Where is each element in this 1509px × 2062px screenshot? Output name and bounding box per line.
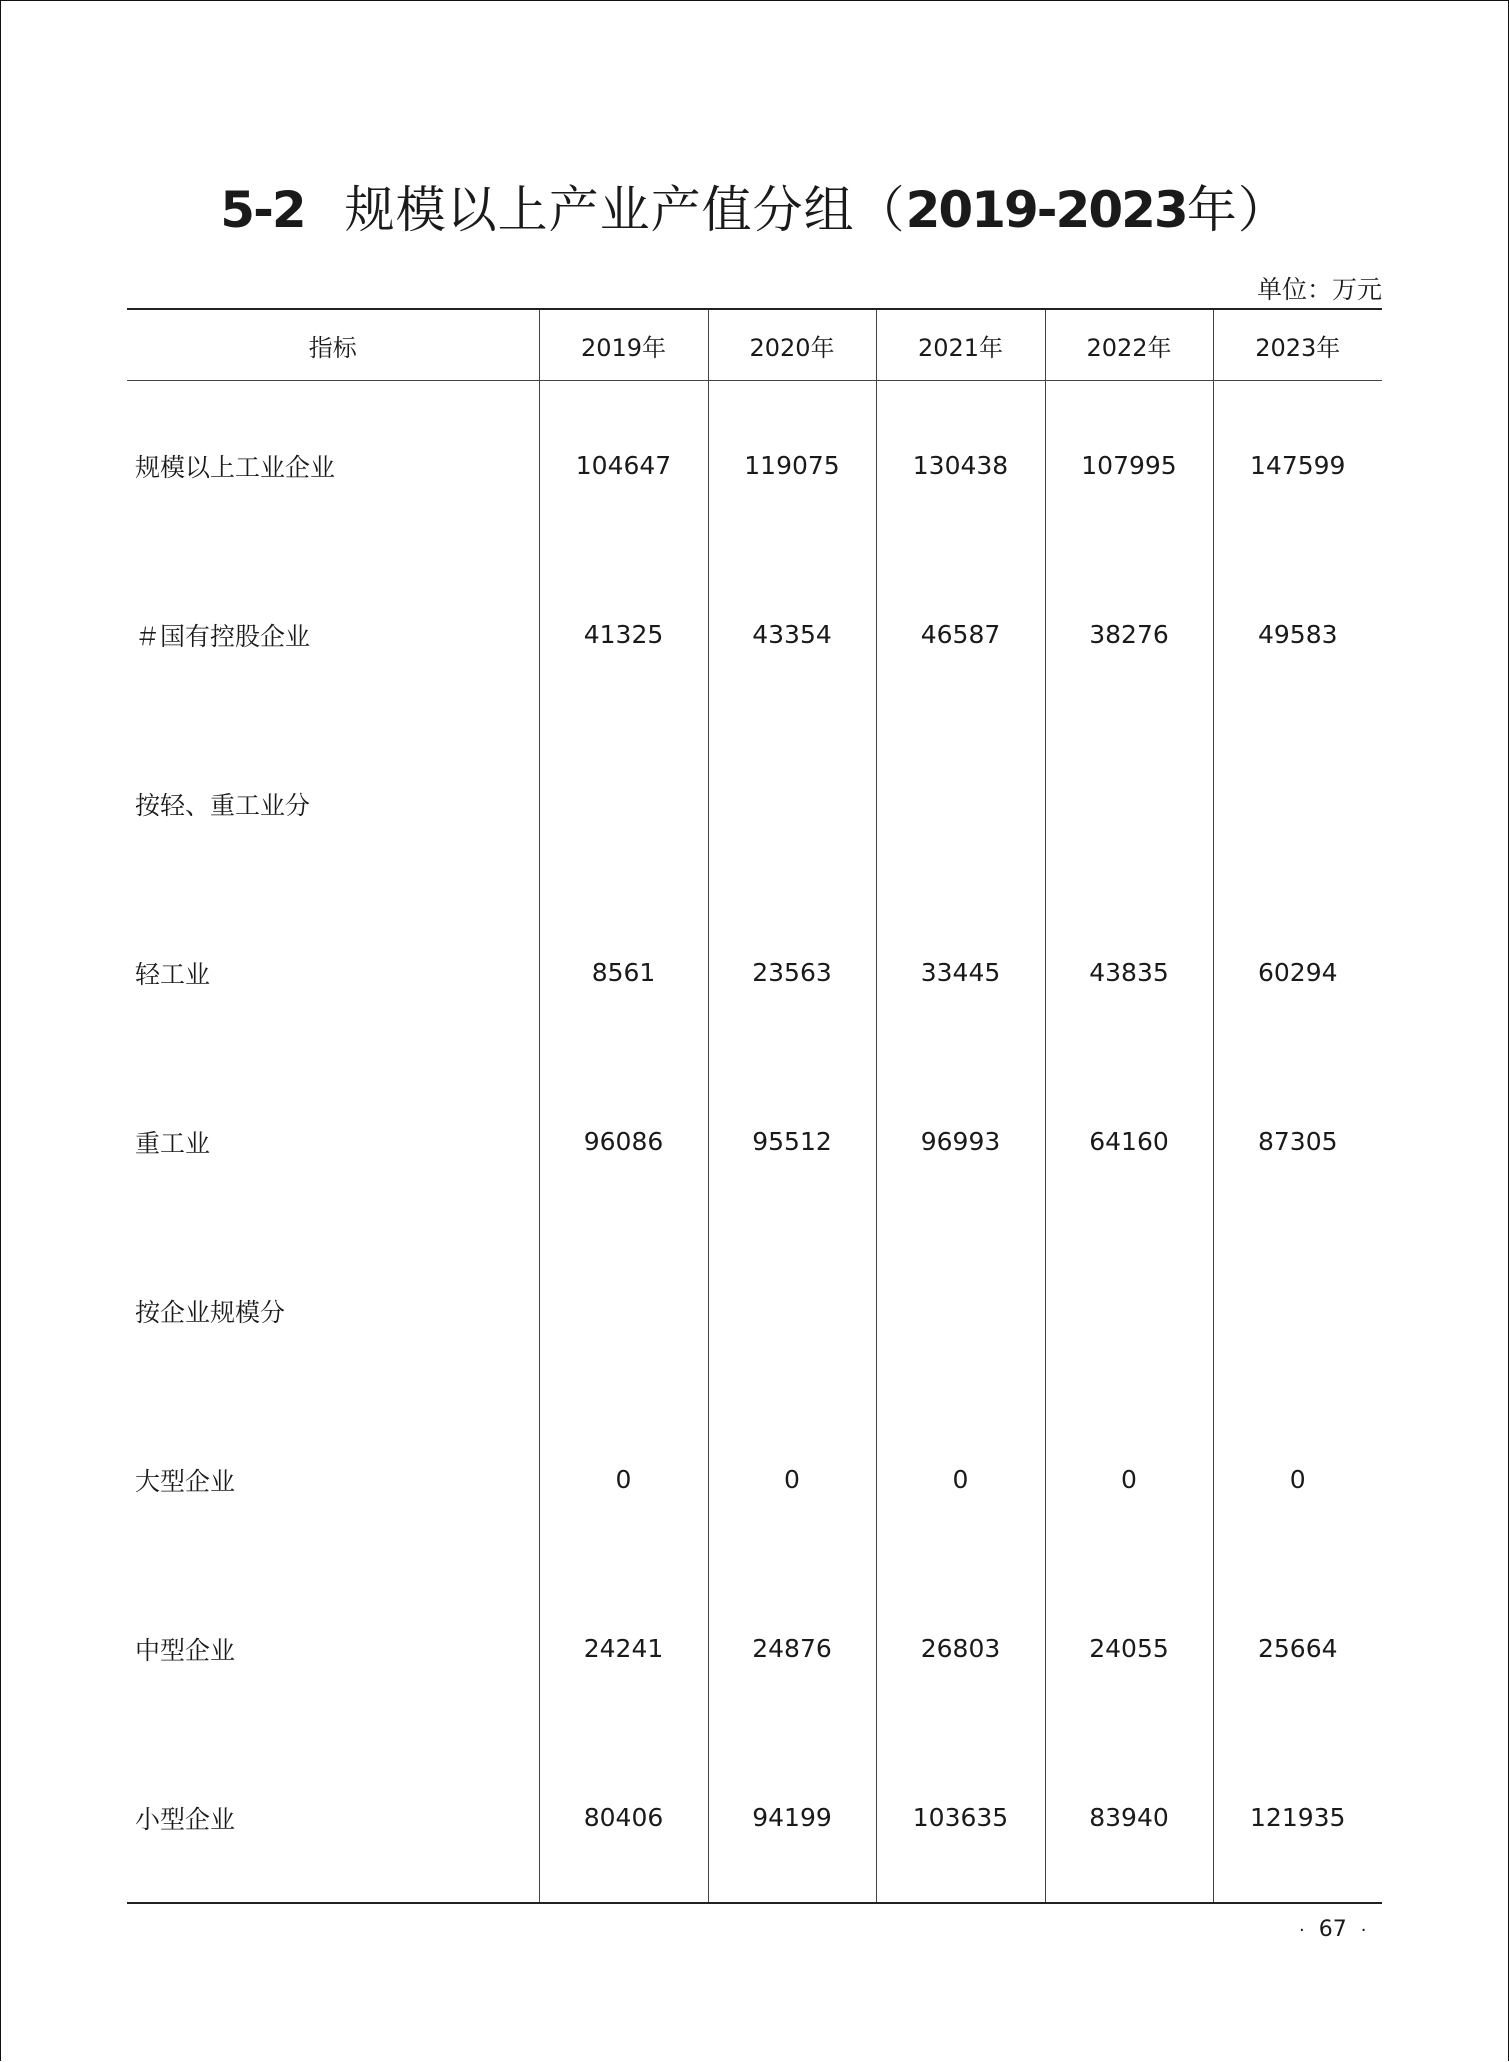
table-row (127, 1395, 1382, 1564)
table-cell: 25664 (1213, 1564, 1382, 1733)
header-2020: 2020年 (708, 309, 876, 381)
table-row (127, 888, 1382, 1057)
table-cell (1045, 719, 1213, 888)
table-cell: 43354 (708, 550, 876, 719)
header-2023: 2023年 (1213, 309, 1382, 381)
table-cell: 87305 (1213, 1057, 1382, 1226)
table-cell: 121935 (1213, 1733, 1382, 1903)
table-cell (1045, 1226, 1213, 1395)
row-label: 按轻、重工业分 (135, 790, 311, 820)
table-cell: 0 (1213, 1395, 1382, 1564)
table-cell: 8561 (539, 888, 708, 1057)
row-label: ＃国有控股企业 (135, 621, 311, 651)
table-cell (876, 1226, 1045, 1395)
table-cell: 24241 (539, 1564, 708, 1733)
table-cell: 107995 (1045, 381, 1213, 551)
table-cell: 49583 (1213, 550, 1382, 719)
header-2019: 2019年 (539, 309, 708, 381)
table-cell: 147599 (1213, 381, 1382, 551)
table-cell: 94199 (708, 1733, 876, 1903)
row-label: 规模以上工业企业 (135, 452, 336, 482)
table-cell (539, 1226, 708, 1395)
table-row (127, 550, 1382, 719)
table-cell: 103635 (876, 1733, 1045, 1903)
table-cell: 96993 (876, 1057, 1045, 1226)
table-cell: 26803 (876, 1564, 1045, 1733)
table-cell (539, 719, 708, 888)
table-cell: 24876 (708, 1564, 876, 1733)
page-dot-left: · (1299, 1920, 1305, 1941)
header-2021: 2021年 (876, 309, 1045, 381)
title-years: 2019-2023 (905, 181, 1187, 239)
page-title (0, 178, 1509, 242)
table-cell: 60294 (1213, 888, 1382, 1057)
table-row (127, 1564, 1382, 1733)
header-2022: 2022年 (1045, 309, 1213, 381)
data-table (127, 308, 1382, 1904)
row-label: 重工业 (135, 1128, 211, 1158)
table-cell (876, 719, 1045, 888)
table-cell: 46587 (876, 550, 1045, 719)
table-cell: 95512 (708, 1057, 876, 1226)
table-cell: 80406 (539, 1733, 708, 1903)
table-cell: 130438 (876, 381, 1045, 551)
table-row (127, 719, 1382, 888)
table-cell: 24055 (1045, 1564, 1213, 1733)
table-row (127, 381, 1382, 551)
row-label: 大型企业 (135, 1466, 236, 1496)
table-cell (708, 719, 876, 888)
table-header-row (127, 309, 1382, 381)
table-cell: 33445 (876, 888, 1045, 1057)
table-cell: 38276 (1045, 550, 1213, 719)
table-cell: 43835 (1045, 888, 1213, 1057)
table-cell: 83940 (1045, 1733, 1213, 1903)
data-table-wrapper (127, 308, 1382, 1904)
table-cell: 0 (708, 1395, 876, 1564)
title-text: 规模以上产业产值分组（ (344, 181, 906, 239)
table-cell (1213, 719, 1382, 888)
table-cell: 0 (1045, 1395, 1213, 1564)
table-row (127, 1733, 1382, 1903)
page-dot-right: · (1360, 1920, 1367, 1941)
header-indicator: 指标 (127, 309, 539, 381)
table-cell: 0 (876, 1395, 1045, 1564)
page-number-value: 67 (1318, 1917, 1347, 1942)
table-cell: 119075 (708, 381, 876, 551)
table-number: 5-2 (220, 181, 305, 239)
page-number (1285, 1917, 1380, 1942)
table-cell: 41325 (539, 550, 708, 719)
table-row (127, 1226, 1382, 1395)
table-cell: 96086 (539, 1057, 708, 1226)
table-cell: 64160 (1045, 1057, 1213, 1226)
unit-label: 单位：万元 (1256, 275, 1382, 304)
table-cell: 23563 (708, 888, 876, 1057)
row-label: 轻工业 (135, 959, 211, 989)
table-cell (708, 1226, 876, 1395)
table-cell: 0 (539, 1395, 708, 1564)
table-cell: 104647 (539, 381, 708, 551)
row-label: 中型企业 (135, 1635, 236, 1665)
row-label: 小型企业 (127, 1733, 539, 1903)
row-label: 按企业规模分 (135, 1297, 286, 1327)
title-suffix: 年） (1186, 181, 1289, 239)
table-row (127, 1057, 1382, 1226)
table-cell (1213, 1226, 1382, 1395)
